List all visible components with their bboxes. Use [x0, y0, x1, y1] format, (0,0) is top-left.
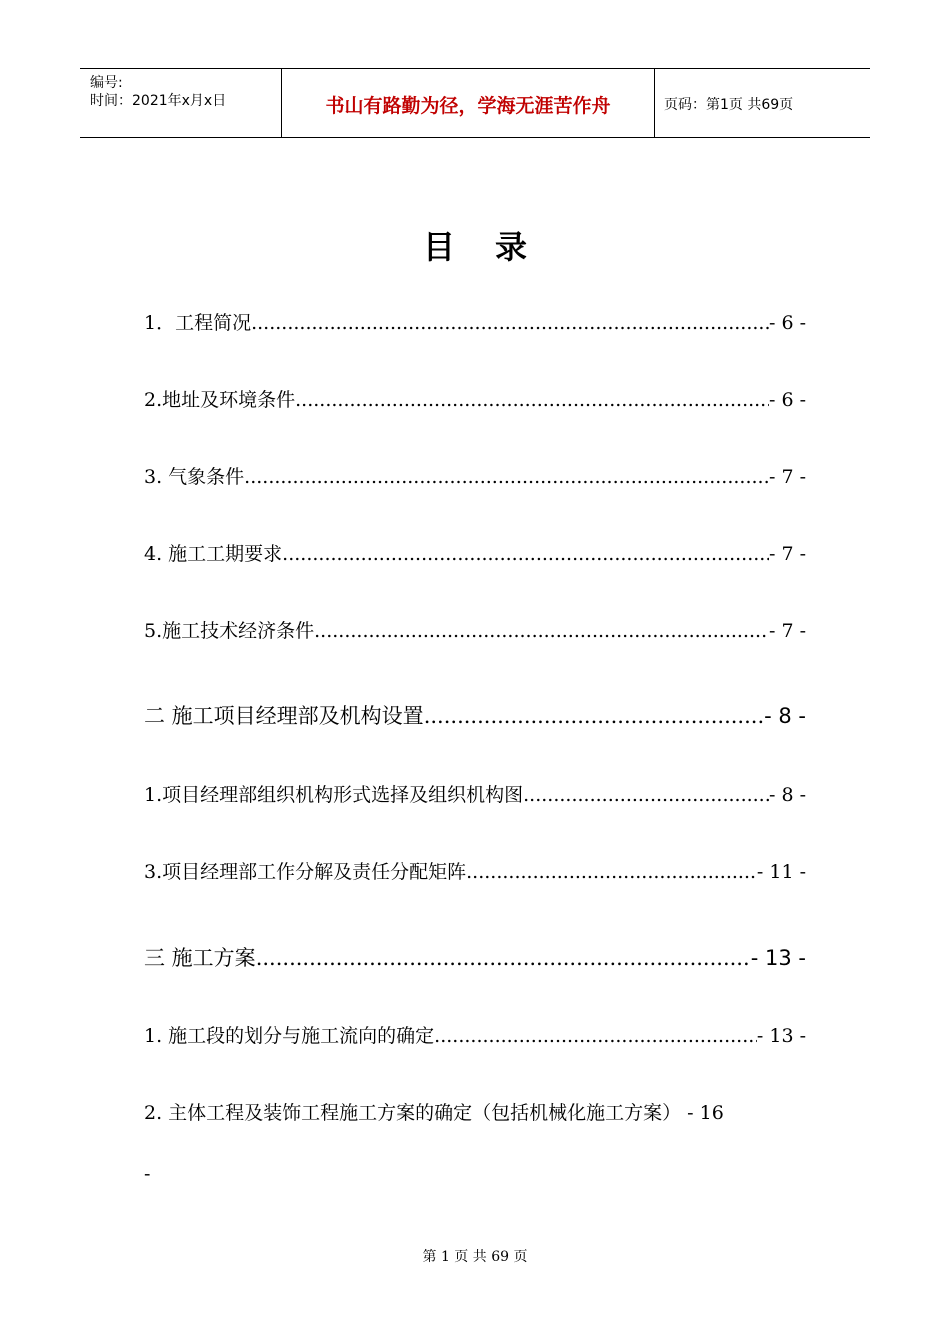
date-label: 时间：2021年x月x日 [90, 93, 227, 109]
toc-entry[interactable] [144, 385, 806, 412]
toc-entry-text: 2. 主体工程及装饰工程施工方案的确定（包括机械化施工方案） [144, 1102, 682, 1124]
toc-leader [256, 946, 751, 970]
toc-leader [523, 784, 769, 806]
header-table [80, 68, 870, 138]
header-motto: 书山有路勤为径，学海无涯苦作舟 [325, 95, 611, 117]
toc-entry[interactable] [144, 857, 806, 884]
toc-entry-text: 1. 施工段的划分与施工流向的确定 [144, 1025, 435, 1047]
toc-entry-text: 5.施工技术经济条件 [144, 620, 315, 642]
header-right-cell [654, 69, 870, 137]
toc-leader [244, 466, 769, 488]
toc-entry[interactable] [144, 1098, 806, 1125]
toc-continuation: - [144, 1163, 151, 1185]
toc-section-entry[interactable] [144, 700, 806, 730]
toc-entry[interactable] [144, 539, 806, 566]
toc-leader [466, 861, 757, 883]
toc-leader [424, 704, 764, 728]
toc-entry-page: - 13 - [750, 946, 806, 970]
header-page-label: 页码：第1页 共69页 [664, 97, 794, 113]
header-left-cell [80, 69, 280, 137]
toc-entry-text: 3. 气象条件 [144, 466, 245, 488]
toc-entry[interactable] [144, 1021, 806, 1048]
toc-entry-text: 1．工程简况 [144, 312, 252, 334]
toc-entry-text: 二 施工项目经理部及机构设置 [144, 704, 424, 728]
toc-entry-page: - 7 - [768, 466, 806, 488]
toc-section-entry[interactable] [144, 942, 806, 972]
page-title: 目录 [422, 228, 567, 266]
toc-entry-page: - 11 - [756, 861, 806, 883]
toc-entry-text: 2.地址及环境条件 [144, 389, 296, 411]
toc-entry[interactable] [144, 462, 806, 489]
header-middle-cell [281, 69, 655, 137]
toc-entry[interactable] [144, 780, 806, 807]
toc-entry-page: - 6 - [768, 389, 806, 411]
toc-leader [314, 620, 769, 642]
toc-entry-page: - 7 - [768, 543, 806, 565]
toc-entry-text: 3.项目经理部工作分解及责任分配矩阵 [144, 861, 467, 883]
toc-entry[interactable] [144, 616, 806, 643]
toc-leader [282, 543, 769, 565]
toc-entry-page: - 13 - [756, 1025, 806, 1047]
toc-entry-page: - 16 [687, 1102, 724, 1124]
toc-entry-page: - 6 - [768, 312, 806, 334]
code-label: 编号: [90, 75, 123, 91]
toc-leader [434, 1025, 757, 1047]
toc-entry-page: - 8 - [768, 784, 806, 806]
toc-entry-text: 三 施工方案 [144, 946, 256, 970]
toc-leader [251, 312, 769, 334]
toc-entry-text: 1.项目经理部组织机构形式选择及组织机构图 [144, 784, 524, 806]
toc-entry-page: - 7 - [768, 620, 806, 642]
toc-entry-text: 4. 施工工期要求 [144, 543, 283, 565]
toc-entry-page: - 8 - [764, 704, 806, 728]
page-footer: 第 1 页 共 69 页 [422, 1249, 528, 1265]
toc-entry[interactable] [144, 308, 806, 335]
toc-leader [295, 389, 769, 411]
